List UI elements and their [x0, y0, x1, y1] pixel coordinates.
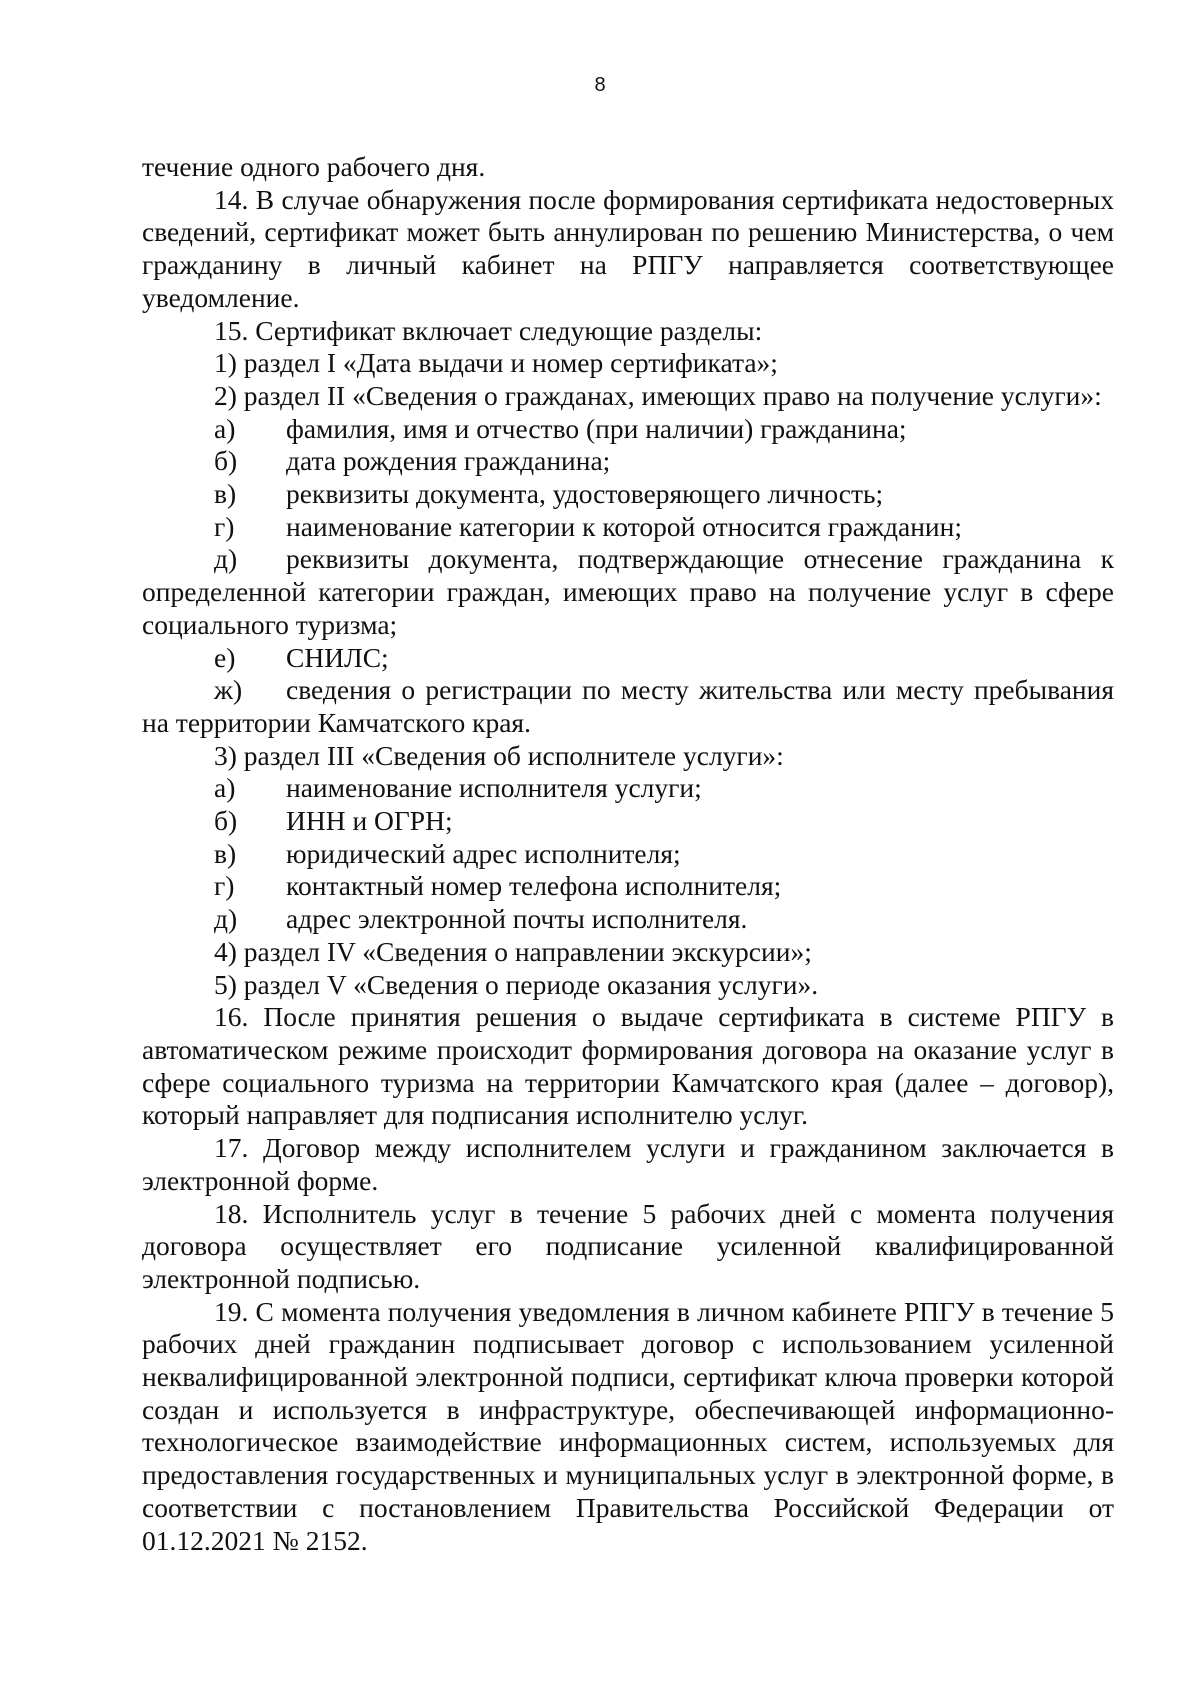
section-2-subitem: [142, 543, 1114, 641]
page-number: 8: [594, 74, 606, 96]
subitem-marker: б): [214, 805, 238, 837]
subitem-text: ИНН и ОГРН;: [286, 805, 453, 837]
subitem-text: реквизиты документа, удостоверяющего личность;: [286, 478, 884, 510]
section-4-item: 4) раздел IV «Сведения о направлении экскурсии»;: [214, 935, 812, 967]
section-5-item: 5) раздел V «Сведения о периоде оказания услуги».: [214, 968, 819, 1000]
section-3-item: 3) раздел III «Сведения об исполнителе услуги»:: [214, 739, 784, 771]
continuation-text: течение одного рабочего дня.: [142, 151, 486, 182]
subitem-text: наименование исполнителя услуги;: [286, 772, 702, 804]
paragraph-15: 15. Сертификат включает следующие разделы:: [214, 314, 763, 346]
paragraph-18: 18. Исполнитель услуг в течение 5 рабочих дней с момента получения договора осуществляет его подписание усиленной квалифицированной электронной подписью.: [142, 1197, 1114, 1294]
section-2-subitem: [142, 674, 1114, 739]
subitem-marker: в): [214, 478, 237, 510]
section-3-subitem: [142, 903, 1114, 936]
section-2-subitem: [142, 642, 1114, 675]
paragraph-19: 19. С момента получения уведомления в личном кабинете РПГУ в течение 5 рабочих дней гражданин подписывает договор с использованием усиленной неквалифицированной электронной подписи, сертификат ключа проверки которой создан и используется в инфраструктуре, обеспечивающей информационно-технологическое взаимодействие информационных систем, используемых для предоставления государственных и муниципальных услуг в электронной форме, в соответствии с постановлением Правительства Российской Федерации от 01.12.2021 № 2152.: [142, 1295, 1114, 1556]
paragraph-16: 16. После принятия решения о выдаче сертификата в системе РПГУ в автоматическом режиме происходит формирования договора на оказание услуг в сфере социального туризма на территории Камчатского края (далее – договор), который направляет для подписания исполнителю услуг.: [142, 1001, 1114, 1131]
section-2-subitem: [142, 413, 1114, 446]
subitem-marker: а): [214, 412, 236, 444]
paragraph-17: 17. Договор между исполнителем услуги и гражданином заключается в электронной форме.: [142, 1132, 1114, 1196]
subitem-text: СНИЛС;: [286, 641, 389, 673]
section-3-subitem: [142, 772, 1114, 805]
section-3-subitem: [142, 838, 1114, 871]
subitem-marker: б): [214, 445, 238, 477]
subitem-text: контактный номер телефона исполнителя;: [286, 870, 782, 902]
subitem-marker: е): [214, 641, 236, 673]
section-3-subitem: [142, 805, 1114, 838]
subitem-marker: д): [214, 903, 238, 935]
section-2-subitem: [142, 445, 1114, 478]
paragraph-14: 14. В случае обнаружения после формирования сертификата недостоверных сведений, сертификат может быть аннулирован по решению Министерства, о чем гражданину в личный кабинет на РПГУ направляется соответствующее уведомление.: [142, 183, 1114, 313]
section-2-subitem: [142, 478, 1114, 511]
subitem-marker: а): [214, 772, 236, 804]
subitem-marker: ж): [214, 674, 243, 706]
subitem-marker: в): [214, 837, 237, 869]
document-body: [142, 151, 1114, 1557]
section-2-item: 2) раздел II «Сведения о гражданах, имеющих право на получение услуги»:: [214, 379, 1102, 411]
subitem-text: адрес электронной почты исполнителя.: [286, 903, 748, 935]
subitem-marker: д): [214, 543, 238, 575]
section-3-subitem: [142, 870, 1114, 903]
subitem-text: наименование категории к которой относится гражданин;: [286, 510, 962, 542]
subitem-marker: г): [214, 510, 235, 542]
section-1-item: 1) раздел I «Дата выдачи и номер сертификата»;: [214, 347, 778, 379]
section-2-subitem: [142, 511, 1114, 544]
subitem-text: реквизиты документа, подтверждающие отнесение гражданина к определенной категории граждан, имеющих право на получение услуг в сфере социального туризма;: [142, 543, 1114, 640]
subitem-text: юридический адрес исполнителя;: [286, 837, 681, 869]
subitem-text: дата рождения гражданина;: [286, 445, 611, 477]
subitem-text: фамилия, имя и отчество (при наличии) гражданина;: [286, 412, 907, 444]
subitem-marker: г): [214, 870, 235, 902]
subitem-text: сведения о регистрации по месту жительства или месту пребывания на территории Камчатского края.: [142, 674, 1114, 738]
